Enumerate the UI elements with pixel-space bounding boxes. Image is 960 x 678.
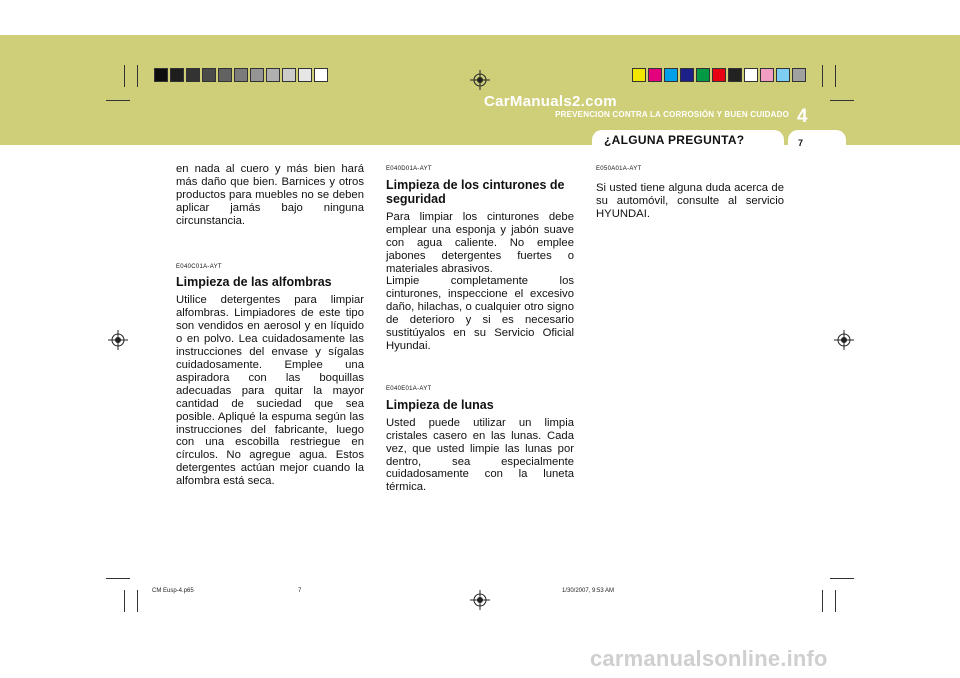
page-number-tab: [788, 130, 846, 150]
section-code: E040D01A-AYT: [386, 166, 432, 172]
registration-crosshair-icon: [470, 590, 490, 610]
spacer: [386, 353, 574, 383]
crop-mark: [137, 590, 138, 612]
section-heading: Limpieza de las alfombras: [176, 275, 332, 290]
crop-mark: [822, 65, 823, 87]
crop-mark: [835, 65, 836, 87]
color-swatch: [760, 68, 774, 82]
registration-crosshair-icon: [470, 70, 490, 90]
color-swatch: [776, 68, 790, 82]
gray-swatch: [250, 68, 264, 82]
paragraph: Para limpiar los cinturones debe emplear una esponja y jabón suave con agua caliente. No emplee jabones detergentes fuertes o materiales abrasivos.: [386, 210, 574, 275]
color-swatch: [664, 68, 678, 82]
gray-swatch: [170, 68, 184, 82]
crop-mark: [835, 590, 836, 612]
footer-page: 7: [298, 588, 302, 594]
gray-swatch: [218, 68, 232, 82]
gray-swatch: [314, 68, 328, 82]
crop-mark: [822, 590, 823, 612]
top-watermark: CarManuals2.com: [484, 93, 617, 110]
section-code: E050A01A-AYT: [596, 166, 642, 172]
header-band: [0, 35, 960, 145]
crop-mark: [124, 65, 125, 87]
color-swatch: [744, 68, 758, 82]
paragraph: Si usted tiene alguna duda acerca de su automóvil, consulte al servicio HYUNDAI.: [596, 181, 784, 220]
column-left: [176, 163, 364, 488]
color-swatch: [648, 68, 662, 82]
column-right: [596, 163, 784, 221]
gray-swatch: [298, 68, 312, 82]
gray-swatch: [282, 68, 296, 82]
section-title: PREVENCION CONTRA LA CORROSIÓN Y BUEN CUIDADO: [555, 110, 789, 119]
bottom-watermark: carmanualsonline.info: [590, 646, 828, 671]
section-heading: Limpieza de los cinturones de seguridad: [386, 177, 565, 206]
color-swatch: [632, 68, 646, 82]
question-tab-label: ¿ALGUNA PREGUNTA?: [604, 133, 745, 147]
gray-swatch: [266, 68, 280, 82]
color-swatch: [792, 68, 806, 82]
gray-swatch: [154, 68, 168, 82]
crop-mark: [106, 578, 130, 579]
crop-mark: [106, 100, 130, 101]
crop-mark: [830, 578, 854, 579]
section-code: E040C01A-AYT: [176, 263, 222, 270]
section-code: E040E01A-AYT: [386, 385, 432, 392]
crop-mark: [137, 65, 138, 87]
color-swatch: [712, 68, 726, 82]
registration-crosshair-icon: [834, 330, 854, 350]
column-middle: [386, 163, 574, 494]
gray-swatch: [186, 68, 200, 82]
registration-crosshair-icon: [108, 330, 128, 350]
spacer: [176, 228, 364, 261]
chapter-number: 4: [797, 106, 808, 127]
page-number-tab-label: 7: [798, 138, 804, 148]
gray-swatch: [234, 68, 248, 82]
color-swatch: [728, 68, 742, 82]
color-swatch: [696, 68, 710, 82]
paragraph: Utilice detergentes para limpiar alfombras. Limpiadores de este tipo son vendidos en aerosol y en líquido o en polvo. Lea cuidadosamente las instrucciones del envase y sígalas cuidadosamente. Emplee una aspiradora con las boquillas adecuadas para quitar la mayor cantidad de suciedad que sea posible. Apliqué la espuma según las instrucciones del fabricante, luego con una escobilla restriegue en círculos. No agregue agua. Estos detergentes actúan mejor cuando la alfombra está seca.: [176, 294, 364, 488]
footer-datetime: 1/30/2007, 9:53 AM: [562, 588, 615, 594]
crop-mark: [830, 100, 854, 101]
gray-swatch: [202, 68, 216, 82]
paragraph: Limpie completamente los cinturones, inspeccione el excesivo daño, hilachas, o cualquier otro signo de deterioro y si es necesario sustitúyalos en su Servicio Oficial Hyundai.: [386, 275, 574, 352]
paragraph: en nada al cuero y más bien hará más daño que bien. Barnices y otros productos para muebles no se deben aplicar jamás bajo ninguna circunstancia.: [176, 163, 364, 227]
paragraph: Usted puede utilizar un limpia cristales casero en las lunas. Cada vez, que usted limpie las lunas por dentro, sea especialmente cuidadosamente con la luneta térmica.: [386, 416, 574, 494]
color-swatch: [680, 68, 694, 82]
crop-mark: [124, 590, 125, 612]
footer-file: CM Eusp-4.p65: [152, 588, 194, 594]
section-heading: Limpieza de lunas: [386, 397, 494, 412]
